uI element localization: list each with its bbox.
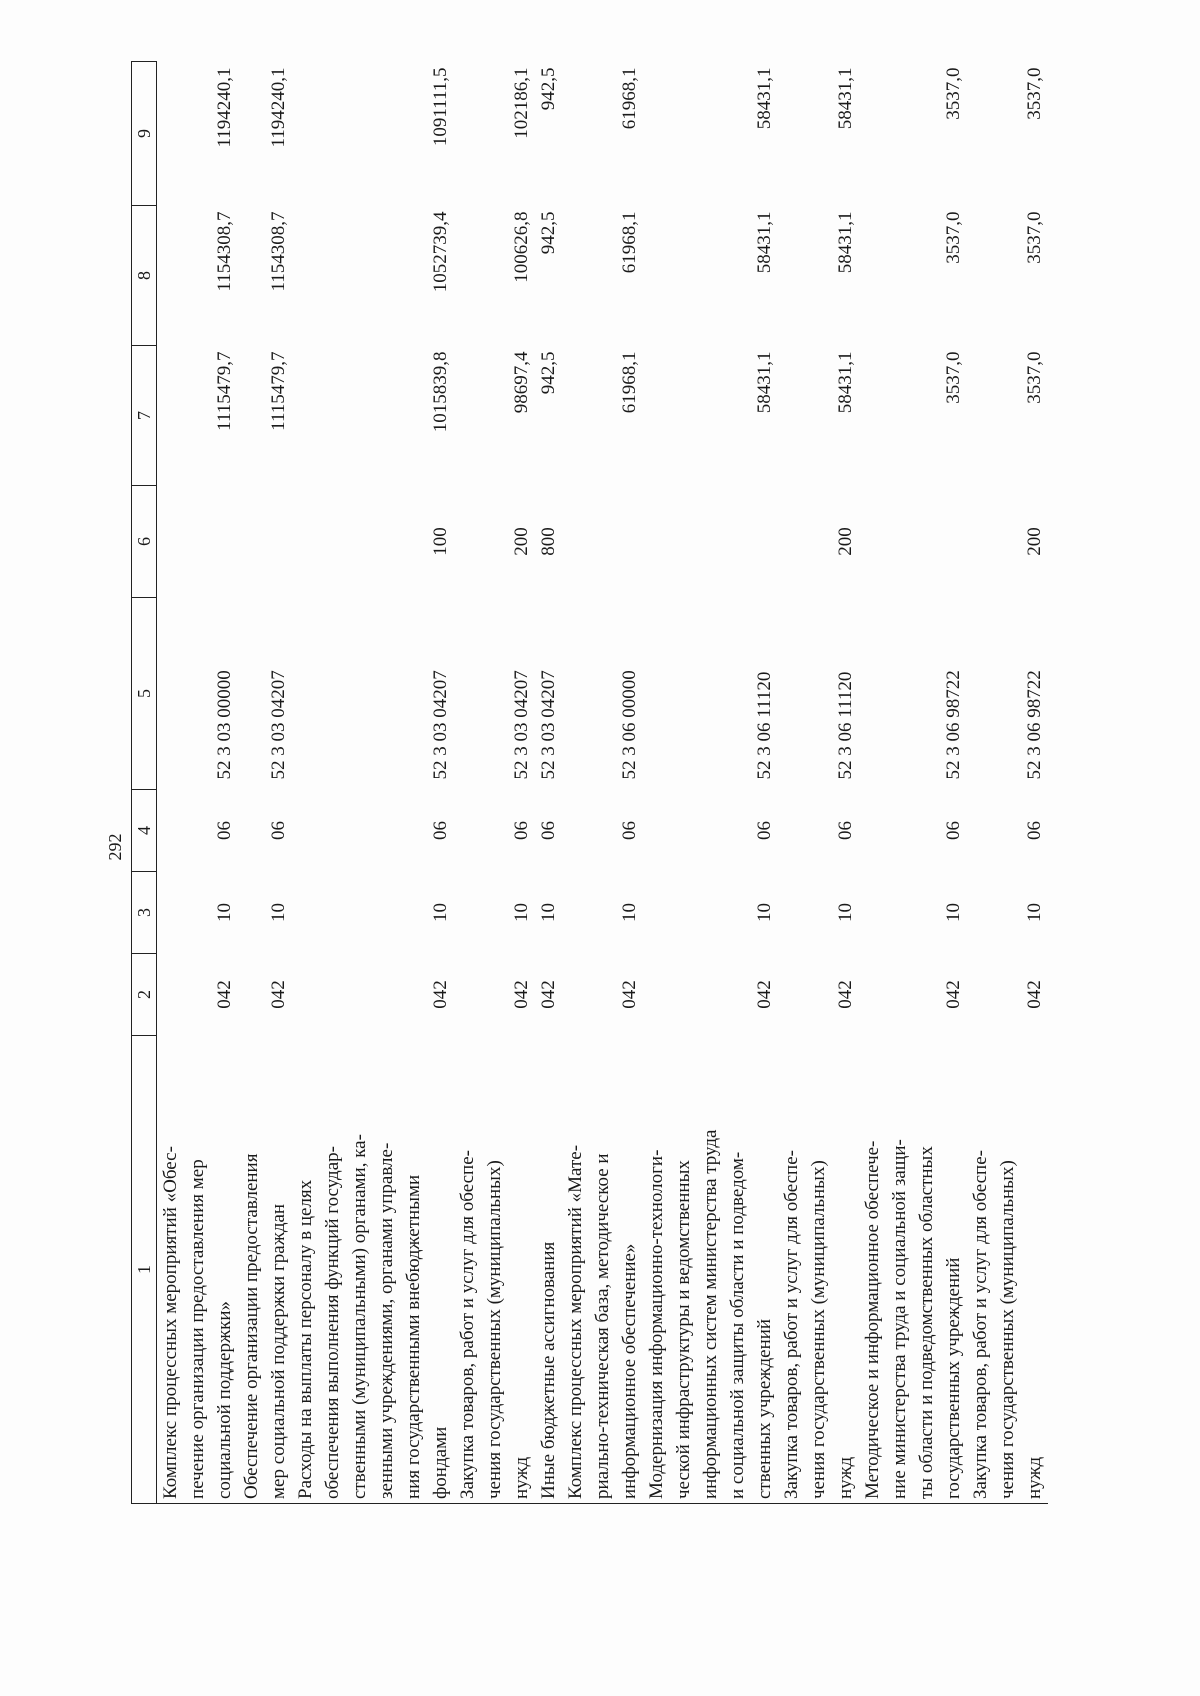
target-article-code: 52 3 06 98722 (1024, 670, 1045, 780)
subsection-code: 06 (1024, 821, 1045, 840)
amount-col-7: 1115479,7 (268, 351, 289, 431)
amount-col-9: 1091111,5 (430, 67, 451, 147)
ministry-code: 042 (538, 980, 559, 1009)
header-col-8: 8 (132, 206, 157, 346)
subsection-code: 06 (619, 821, 640, 840)
ministry-code: 042 (835, 980, 856, 1009)
ministry-code: 042 (754, 980, 775, 1009)
row-description: Комплекс процессных мероприятий «Мате- риально-техническая база, методическое и информационное обеспечение» (562, 1036, 643, 1504)
amount-col-9: 3537,0 (943, 67, 964, 120)
table-row (454, 62, 535, 1504)
amount-col-7: 1015839,8 (430, 351, 451, 433)
expense-type-code (562, 486, 643, 598)
table-row (157, 62, 239, 1504)
amount-col-9: 58431,1 (835, 67, 856, 130)
header-col-2: 2 (132, 954, 157, 1036)
expense-type-code: 800 (538, 527, 559, 556)
section-code: 10 (538, 903, 559, 922)
ministry-code: 042 (1024, 980, 1045, 1009)
table-row (562, 62, 643, 1504)
table-row (643, 62, 778, 1504)
amount-col-7: 942,5 (538, 351, 559, 395)
section-code: 10 (835, 903, 856, 922)
row-description: Методическое и информационное обеспече- ние министерства труда и социальной защи- ты области и подведомственных областных государственных учреждений (859, 1036, 967, 1504)
expense-type-code (643, 486, 778, 598)
target-article-code: 52 3 06 00000 (619, 670, 640, 780)
budget-table (131, 61, 1048, 1504)
expense-type-code: 200 (1024, 527, 1045, 556)
ministry-code: 042 (619, 980, 640, 1009)
subsection-code: 06 (268, 821, 289, 840)
ministry-code: 042 (214, 980, 235, 1009)
amount-col-8: 3537,0 (1024, 211, 1045, 264)
subsection-code: 06 (754, 821, 775, 840)
row-description: Закупка товаров, работ и услуг для обеспе- чения государственных (муниципальных) нужд (454, 1036, 535, 1504)
row-description: Комплекс процессных мероприятий «Обес- печение организации предоставления мер социальной поддержки» (157, 1036, 239, 1504)
subsection-code: 06 (214, 821, 235, 840)
amount-col-8: 1154308,7 (268, 211, 289, 292)
subsection-code: 06 (430, 821, 451, 840)
section-code: 10 (268, 903, 289, 922)
header-col-9: 9 (132, 62, 157, 206)
amount-col-8: 100626,8 (511, 211, 532, 283)
amount-col-8: 942,5 (538, 211, 559, 255)
table-row (535, 62, 562, 1504)
table-row (778, 62, 859, 1504)
subsection-code: 06 (943, 821, 964, 840)
section-code: 10 (1024, 903, 1045, 922)
budget-table-sheet (131, 62, 1176, 1504)
target-article-code: 52 3 06 11120 (754, 671, 775, 780)
amount-col-8: 61968,1 (619, 211, 640, 274)
amount-col-8: 3537,0 (943, 211, 964, 264)
row-description: Расходы на выплаты персоналу в целях обеспечения выполнения функций государ- ственными (муниципальными) органами, ка- зенными учреждениями, органами управле- ния государственными внебюджетными фондами (292, 1036, 454, 1504)
header-col-6: 6 (132, 486, 157, 598)
table-header (132, 62, 157, 1504)
header-col-1: 1 (132, 1036, 157, 1504)
section-code: 10 (430, 903, 451, 922)
ministry-code: 042 (943, 980, 964, 1009)
subsection-code: 06 (835, 821, 856, 840)
amount-col-7: 61968,1 (619, 351, 640, 414)
target-article-code: 52 3 03 04207 (430, 670, 451, 780)
amount-col-7: 3537,0 (1024, 351, 1045, 404)
expense-type-code: 200 (511, 527, 532, 556)
amount-col-7: 98697,4 (511, 351, 532, 414)
header-col-7: 7 (132, 346, 157, 486)
target-article-code: 52 3 03 04207 (268, 670, 289, 780)
subsection-code: 06 (511, 821, 532, 840)
amount-col-8: 1154308,7 (214, 211, 235, 292)
header-col-5: 5 (132, 598, 157, 790)
expense-type-code (157, 486, 239, 598)
amount-col-8: 1052739,4 (430, 211, 451, 293)
amount-col-7: 3537,0 (943, 351, 964, 404)
table-row (859, 62, 967, 1504)
page-number: 292 (105, 833, 125, 861)
target-article-code: 52 3 03 04207 (538, 670, 559, 780)
ministry-code: 042 (511, 980, 532, 1009)
expense-type-code: 100 (430, 527, 451, 556)
row-description: Закупка товаров, работ и услуг для обеспе- чения государственных (муниципальных) нужд (967, 1036, 1048, 1504)
section-code: 10 (619, 903, 640, 922)
row-description: Модернизация информационно-технологи- ческой инфраструктуры и ведомственных информационных систем министерства труда и социальной защиты области и подведом- ственных учреждений (643, 1036, 778, 1504)
section-code: 10 (943, 903, 964, 922)
expense-type-code (859, 486, 967, 598)
target-article-code: 52 3 03 00000 (214, 670, 235, 780)
subsection-code: 06 (538, 821, 559, 840)
section-code: 10 (511, 903, 532, 922)
amount-col-9: 61968,1 (619, 67, 640, 130)
section-code: 10 (754, 903, 775, 922)
amount-col-7: 58431,1 (835, 351, 856, 414)
ministry-code: 042 (430, 980, 451, 1009)
amount-col-8: 58431,1 (835, 211, 856, 274)
amount-col-9: 102186,1 (511, 67, 532, 139)
header-col-3: 3 (132, 872, 157, 954)
row-description: Закупка товаров, работ и услуг для обеспе- чения государственных (муниципальных) нужд (778, 1036, 859, 1504)
table-body (157, 62, 1049, 1504)
amount-col-8: 58431,1 (754, 211, 775, 274)
target-article-code: 52 3 06 11120 (835, 671, 856, 780)
expense-type-code: 200 (835, 527, 856, 556)
expense-type-code (238, 486, 292, 598)
section-code: 10 (214, 903, 235, 922)
target-article-code: 52 3 03 04207 (511, 670, 532, 780)
amount-col-9: 1194240,1 (214, 67, 235, 148)
row-description: Обеспечение организации предоставления мер социальной поддержки граждан (238, 1036, 292, 1504)
amount-col-9: 58431,1 (754, 67, 775, 130)
amount-col-9: 3537,0 (1024, 67, 1045, 120)
header-col-4: 4 (132, 790, 157, 872)
row-description: Иные бюджетные ассигнования (535, 1036, 562, 1504)
amount-col-7: 58431,1 (754, 351, 775, 414)
amount-col-9: 942,5 (538, 67, 559, 111)
table-row (292, 62, 454, 1504)
amount-col-9: 1194240,1 (268, 67, 289, 148)
table-row (238, 62, 292, 1504)
target-article-code: 52 3 06 98722 (943, 670, 964, 780)
ministry-code: 042 (268, 980, 289, 1009)
table-row (967, 62, 1048, 1504)
amount-col-7: 1115479,7 (214, 351, 235, 431)
